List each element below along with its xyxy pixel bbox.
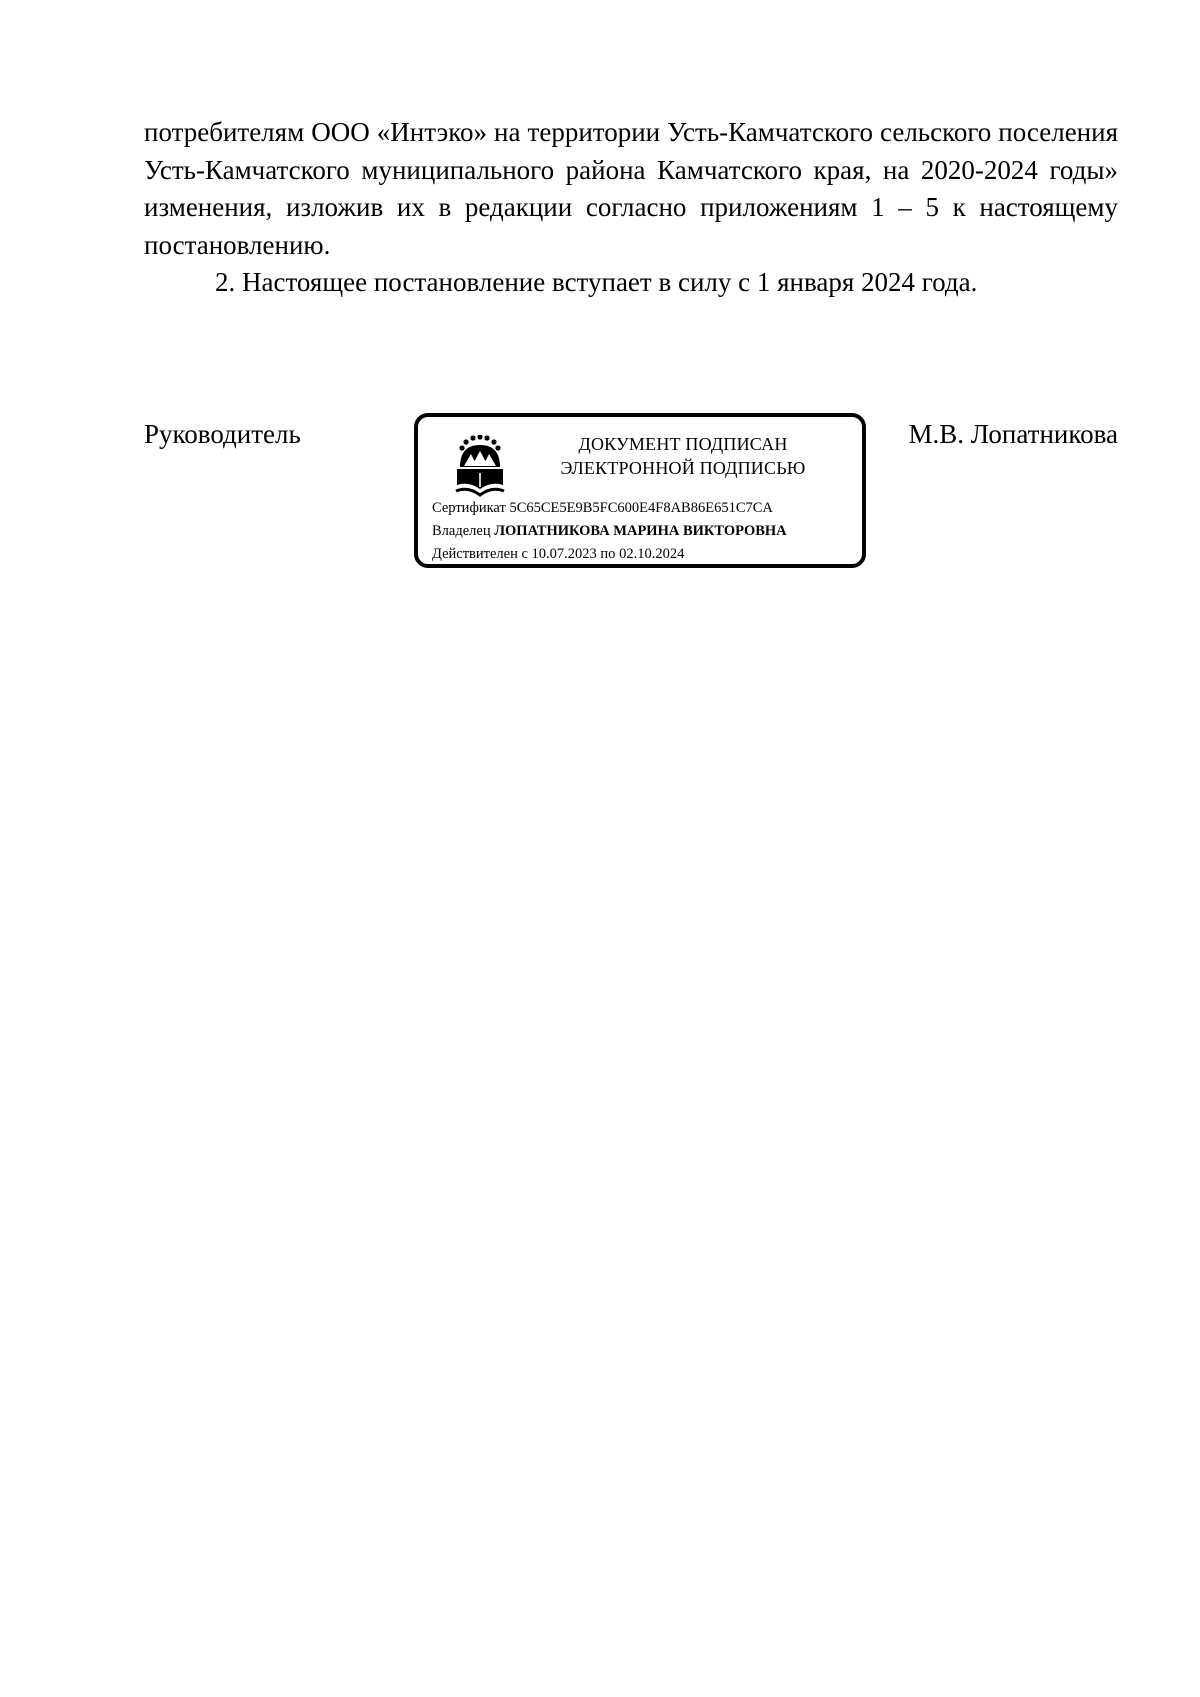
stamp-details [432, 497, 854, 566]
owner-label: Владелец [432, 523, 491, 539]
stamp-heading-line-1: ДОКУМЕНТ ПОДПИСАН [578, 434, 788, 454]
stamp-certificate-line [432, 497, 854, 520]
signer-position: Руководитель [144, 419, 301, 449]
coat-of-arms-icon [452, 435, 508, 499]
stamp-owner-line [432, 520, 854, 543]
valid-from-prefix: с [521, 546, 528, 562]
paragraph-continuation: потребителям ООО «Интэко» на территории Усть-Камчатского сельского поселения Усть-Камчатского муниципального района Камчатского края, на 2020-2024 годы» изменения, изложив их в редакции согласно приложениям 1 – 5 к настоящему постановлению. [144, 117, 1118, 260]
certificate-value: 5C65CE5E9B5FC600E4F8AB86E651C7CA [509, 500, 773, 516]
valid-to-date: 02.10.2024 [619, 546, 685, 562]
certificate-label: Сертификат [432, 500, 506, 516]
stamp-heading [514, 432, 852, 480]
signer-name: М.В. Лопатникова [908, 419, 1118, 449]
valid-from-date: 10.07.2023 [531, 546, 597, 562]
document-body [144, 114, 1118, 302]
paragraph-effective-date: 2. Настоящее постановление вступает в силу с 1 января 2024 года. [215, 267, 978, 297]
stamp-validity-line [432, 543, 854, 566]
stamp-heading-line-2: ЭЛЕКТРОННОЙ ПОДПИСЬЮ [560, 458, 806, 478]
valid-label: Действителен [432, 546, 518, 562]
owner-value: ЛОПАТНИКОВА МАРИНА ВИКТОРОВНА [494, 523, 787, 539]
valid-to-prefix: по [600, 546, 616, 562]
signature-block [144, 413, 1118, 578]
electronic-signature-stamp [414, 413, 866, 568]
